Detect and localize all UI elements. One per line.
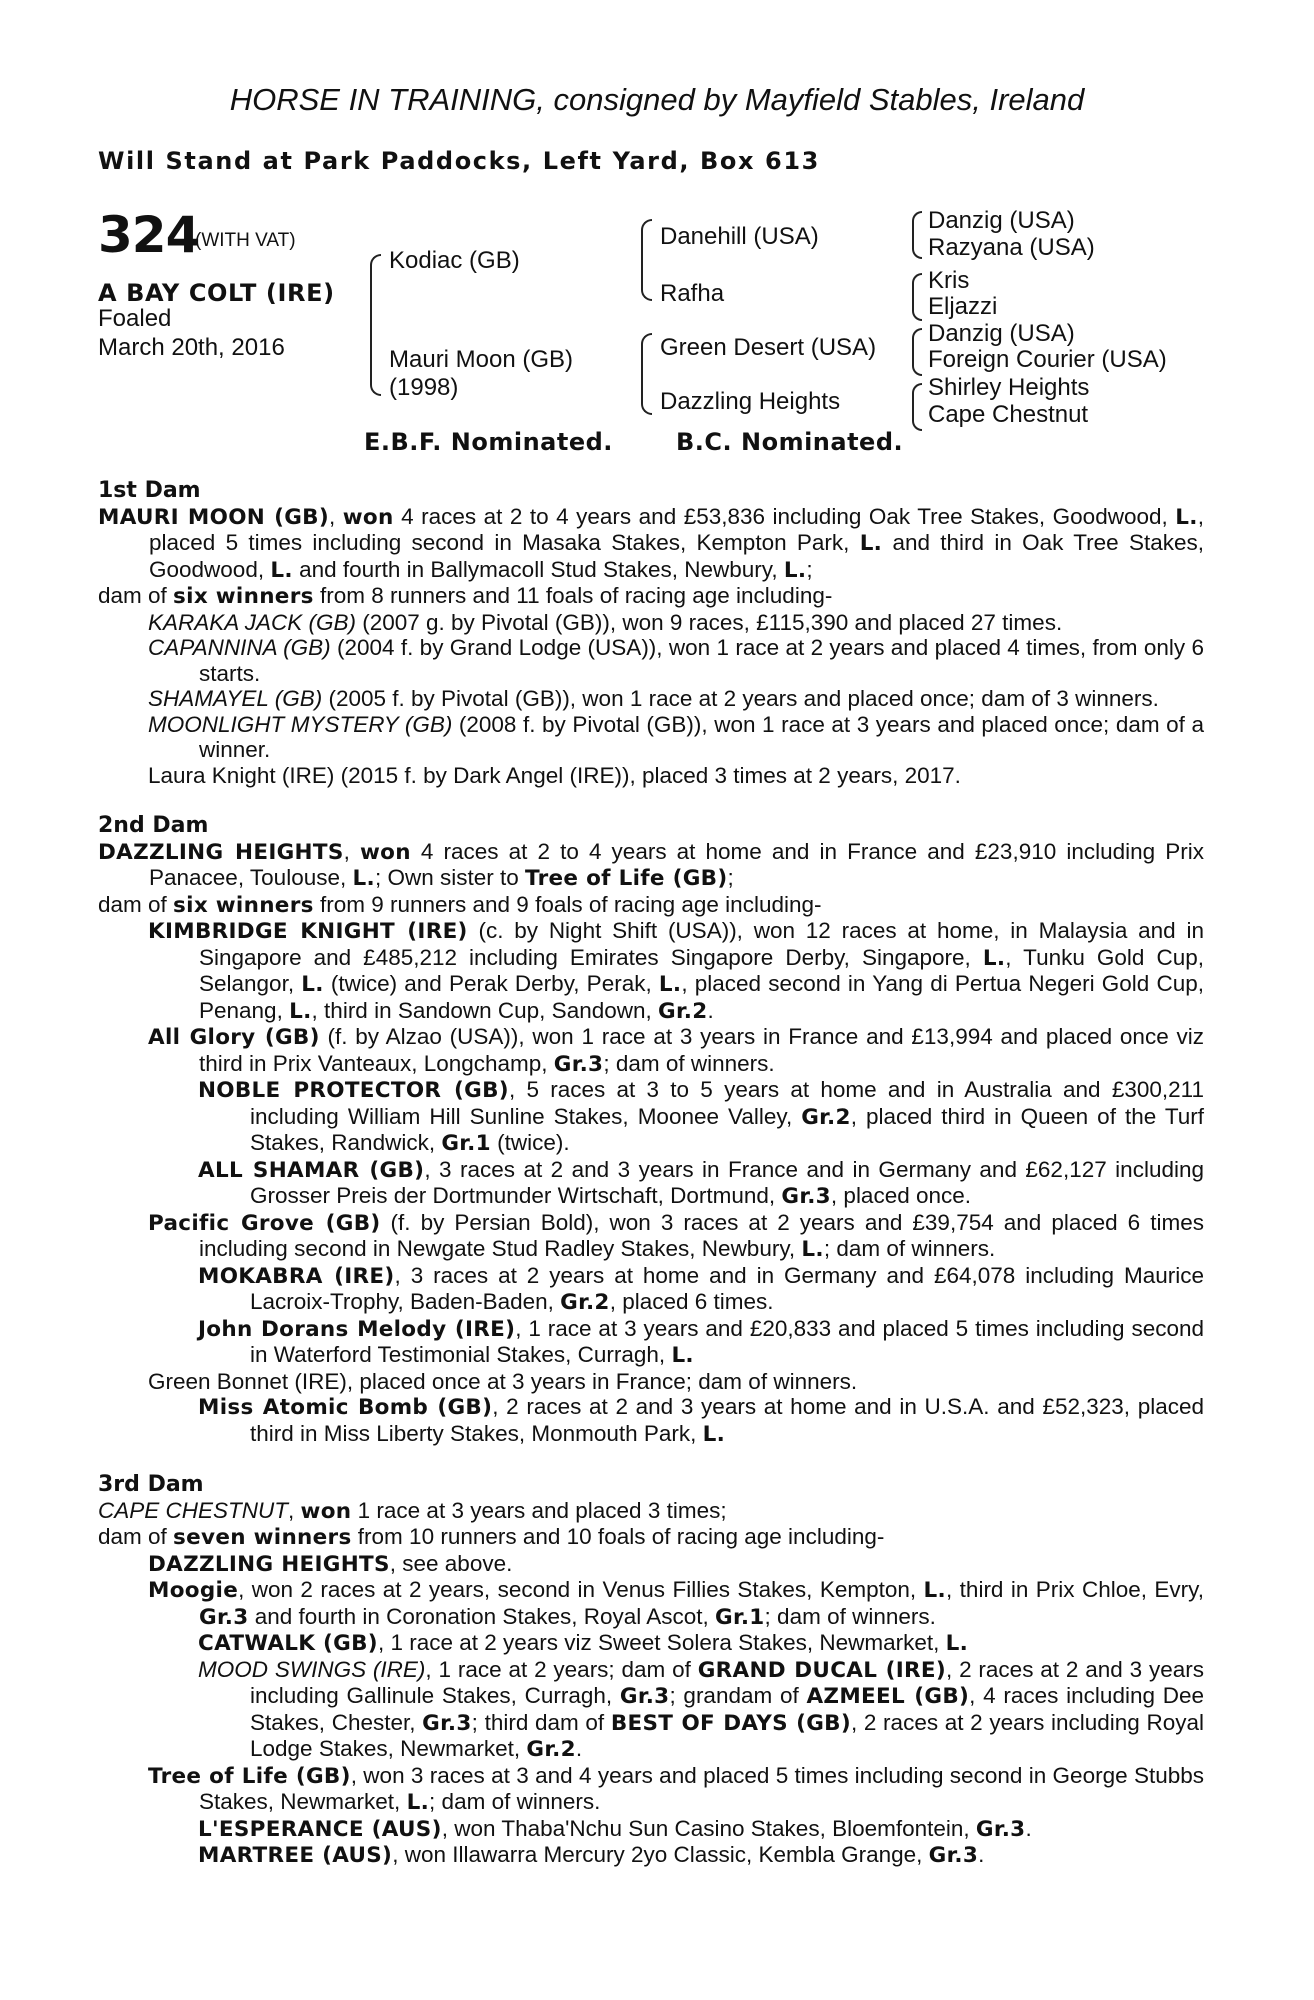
bold-text: six winners <box>173 584 314 609</box>
bold-text: CATWALK (GB) <box>198 1631 378 1656</box>
bold-text: Tree of Life (GB) <box>525 866 728 891</box>
bold-text: L. <box>406 1790 430 1815</box>
italic-text: MOONLIGHT MYSTERY (GB) <box>148 711 453 737</box>
pedigree-brace <box>641 333 652 415</box>
second-dam-section <box>98 813 1204 1447</box>
third-dam-section <box>98 1472 1204 1869</box>
grandsire-8: Cape Chestnut <box>928 401 1089 428</box>
bold-text: L. <box>702 1421 726 1447</box>
pedigree-brace <box>912 328 922 376</box>
bold-text: L. <box>801 1237 824 1262</box>
produce-record <box>98 478 1204 1869</box>
grandsire-1: Danzig (USA) <box>928 207 1075 234</box>
bc-nomination: B.C. Nominated. <box>676 428 904 456</box>
lot-number: 324 <box>98 206 200 264</box>
bold-text: Gr.3 <box>975 1816 1026 1842</box>
bold-text: Tree of Life (GB) <box>148 1763 351 1789</box>
dam-summary: MAURI MOON (GB), won 4 races at 2 to 4 years and £53,836 including Oak Tree Stakes, Goodwood, L., placed 5 times including second in Masaka Stakes, Kempton Park, L. and third in Oak Tree Stakes, Goodwood, L. and fourth in Ballymacoll Stud Stakes, Newbury, L.; <box>98 503 1205 583</box>
grandsire-6: Foreign Courier (USA) <box>928 346 1167 373</box>
dam-dam: Dazzling Heights <box>660 388 841 415</box>
produce-entry: MOKABRA (IRE), 3 races at 2 years at home and in Germany and £64,078 including Maurice Lacroix-Trophy, Baden-Baden, Gr.2, placed 6 times. <box>198 1262 1204 1315</box>
bold-text: Gr.2 <box>526 1737 576 1762</box>
bold-text: Gr.1 <box>715 1604 765 1630</box>
bold-text: six winners <box>173 892 314 918</box>
bold-text: won <box>359 839 411 865</box>
produce-entry: Tree of Life (GB), won 3 races at 3 and 4 years and placed 5 times including second in George Stubbs Stakes, Newmarket, L.; dam of winners. <box>148 1762 1204 1815</box>
pedigree-brace <box>912 211 922 259</box>
grandsire-4: Eljazzi <box>928 293 998 320</box>
pedigree-brace <box>370 254 381 396</box>
sire-sire: Danehill (USA) <box>660 223 819 250</box>
bold-text: KIMBRIDGE KNIGHT (IRE) <box>148 919 468 944</box>
bold-text: L. <box>859 531 883 556</box>
section-heading: 1st Dam <box>98 478 201 503</box>
produce-entry: MOONLIGHT MYSTERY (GB) (2008 f. by Pivotal (GB)), won 1 race at 3 years and placed once; dam of a winner. <box>148 711 1204 762</box>
bold-text: Gr.2 <box>801 1104 851 1130</box>
produce-entry: L'ESPERANCE (AUS), won Thaba'Nchu Sun Casino Stakes, Bloemfontein, Gr.3. <box>198 1815 1032 1842</box>
dam-summary: DAZZLING HEIGHTS, won 4 races at 2 to 4 years at home and in France and £23,910 including Prix Panacee, Toulouse, L.; Own sister to Tree of Life (GB); <box>98 838 1204 891</box>
bold-text: ALL SHAMAR (GB) <box>198 1157 425 1183</box>
bold-text: DAZZLING HEIGHTS <box>98 839 344 865</box>
bold-text: L. <box>923 1578 947 1603</box>
bold-text: L. <box>658 972 682 997</box>
bold-text: won <box>342 504 394 530</box>
bold-text: L. <box>1175 504 1198 530</box>
produce-entry: CATWALK (GB), 1 race at 2 years viz Sweet Solera Stakes, Newmarket, L. <box>198 1630 969 1656</box>
sire-dam: Rafha <box>660 280 725 307</box>
dam-of-line: dam of six winners from 8 runners and 11 foals of racing age including- <box>98 583 833 609</box>
bold-text: Gr.3 <box>619 1684 670 1709</box>
bold-text: L. <box>783 557 807 583</box>
foaled-date: March 20th, 2016 <box>98 334 285 361</box>
bold-text: L. <box>301 972 324 997</box>
produce-entry: All Glory (GB) (f. by Alzao (USA)), won 1 race at 3 years in France and £13,994 and placed once viz third in Prix Vanteaux, Longchamp, Gr.3; dam of winners. <box>148 1024 1204 1077</box>
grandsire-5: Danzig (USA) <box>928 320 1075 347</box>
bold-text: Miss Atomic Bomb (GB) <box>198 1395 493 1420</box>
produce-entry: Moogie, won 2 races at 2 years, second in Venus Fillies Stakes, Kempton, L., third in Prix Chloe, Evry, Gr.3 and fourth in Coronation Stakes, Royal Ascot, Gr.1; dam of winners. <box>148 1577 1204 1630</box>
bold-text: Gr.3 <box>422 1710 472 1736</box>
produce-entry: KIMBRIDGE KNIGHT (IRE) (c. by Night Shift (USA)), won 12 races at home, in Malaysia and in Singapore and £485,212 including Emirates Singapore Derby, Singapore, L., Tunku Gold Cup, Selangor, L. (twice) and Perak Derby, Perak, L., placed second in Yang di Pertua Negeri Gold Cup, Penang, L., third in Sandown Cup, Sandown, Gr.2. <box>148 918 1205 1024</box>
bold-text: MARTREE (AUS) <box>198 1843 393 1868</box>
produce-entry: MOOD SWINGS (IRE), 1 race at 2 years; dam of GRAND DUCAL (IRE), 2 races at 2 and 3 years including Gallinule Stakes, Curragh, Gr.3; grandam of AZMEEL (GB), 4 races including Dee Stakes, Chester, Gr.3; third dam of BEST OF DAYS (GB), 2 races at 2 years including Royal Lodge Stakes, Newmarket, Gr.2. <box>198 1656 1204 1762</box>
grandsire-2: Razyana (USA) <box>928 234 1095 261</box>
produce-list <box>98 610 1204 789</box>
pedigree-brace <box>912 383 922 431</box>
grandsire-7: Shirley Heights <box>928 374 1090 401</box>
dam-of-line: dam of six winners from 9 runners and 9 foals of racing age including- <box>98 891 822 918</box>
catalogue-title: HORSE IN TRAINING, consigned by Mayfield Stables, Ireland <box>229 82 1085 117</box>
produce-entry: Pacific Grove (GB) (f. by Persian Bold), won 3 races at 2 years and £39,754 and placed 6 times including second in Newgate Stud Radley Stakes, Newbury, L.; dam of winners. <box>148 1209 1204 1262</box>
produce-entry: Laura Knight (IRE) (2015 f. by Dark Angel (IRE)), placed 3 times at 2 years, 2017. <box>148 762 961 788</box>
produce-entry: John Dorans Melody (IRE), 1 race at 3 years and £20,833 and placed 5 times including second in Waterford Testimonial Stakes, Curragh, L. <box>198 1315 1204 1368</box>
bold-text: NOBLE PROTECTOR (GB) <box>198 1078 509 1103</box>
produce-entry: KARAKA JACK (GB) (2007 g. by Pivotal (GB)), won 9 races, £115,390 and placed 27 times. <box>148 609 1063 635</box>
dam-summary: CAPE CHESTNUT, won 1 race at 3 years and placed 3 times; <box>98 1497 727 1524</box>
bold-text: L. <box>289 998 312 1024</box>
bold-text: L. <box>982 945 1006 971</box>
bold-text: seven winners <box>173 1525 352 1550</box>
dam-sire: Green Desert (USA) <box>660 334 877 361</box>
produce-entry: SHAMAYEL (GB) (2005 f. by Pivotal (GB)), won 1 race at 2 years and placed once; dam of 3 winners. <box>148 686 1159 711</box>
produce-entry: MARTREE (AUS), won Illawarra Mercury 2yo Classic, Kembla Grange, Gr.3. <box>198 1842 985 1868</box>
bold-text: L. <box>945 1631 969 1656</box>
vat-note: (WITH VAT) <box>195 230 296 251</box>
ebf-nomination: E.B.F. Nominated. <box>364 428 613 456</box>
bold-text: won <box>300 1498 352 1524</box>
bold-text: DAZZLING HEIGHTS <box>148 1551 390 1577</box>
section-heading: 2nd Dam <box>98 813 209 838</box>
italic-text: SHAMAYEL (GB) <box>148 686 323 711</box>
produce-entry: Miss Atomic Bomb (GB), 2 races at 2 and 3 years at home and in U.S.A. and £52,323, placed third in Miss Liberty Stakes, Monmouth Park, L. <box>198 1394 1204 1447</box>
horse-description: A BAY COLT (IRE) <box>98 279 335 307</box>
bold-text: John Dorans Melody (IRE) <box>198 1316 516 1342</box>
produce-list <box>98 918 1204 1447</box>
bold-text: MAURI MOON (GB) <box>98 504 329 530</box>
bold-text: MOKABRA (IRE) <box>198 1263 395 1289</box>
sire: Kodiac (GB) <box>389 247 520 274</box>
bold-text: Gr.2 <box>560 1290 610 1315</box>
bold-text: All Glory (GB) <box>148 1025 320 1050</box>
stand-location: Will Stand at Park Paddocks, Left Yard, Box 613 <box>98 147 820 175</box>
bold-text: GRAND DUCAL (IRE) <box>697 1657 946 1683</box>
bold-text: L. <box>352 866 375 891</box>
produce-list <box>98 1551 1204 1869</box>
produce-entry: CAPANNINA (GB) (2004 f. by Grand Lodge (USA)), won 1 race at 2 years and placed 4 times, from only 6 starts. <box>148 635 1204 686</box>
produce-entry: NOBLE PROTECTOR (GB), 5 races at 3 to 5 years at home and in Australia and £300,211 including William Hill Sunline Stakes, Moonee Valley, Gr.2, placed third in Queen of the Turf Stakes, Randwick, Gr.1 (twice). <box>198 1077 1204 1156</box>
bold-text: L. <box>270 557 293 583</box>
bold-text: Pacific Grove (GB) <box>148 1210 381 1236</box>
dam: Mauri Moon (GB) <box>389 346 574 373</box>
bold-text: Gr.3 <box>928 1843 979 1868</box>
first-dam-section <box>98 478 1204 788</box>
italic-text: KARAKA JACK (GB) <box>148 609 356 635</box>
italic-text: CAPE CHESTNUT <box>98 1497 289 1523</box>
bold-text: L'ESPERANCE (AUS) <box>198 1816 442 1842</box>
dam-year: (1998) <box>389 374 459 401</box>
produce-entry: ALL SHAMAR (GB), 3 races at 2 and 3 years in France and in Germany and £62,127 including Grosser Preis der Dortmunder Wirtschaft, Dortmund, Gr.3, placed once. <box>198 1156 1204 1209</box>
dam-of-line: dam of seven winners from 10 runners and 10 foals of racing age including- <box>98 1524 885 1550</box>
italic-text: MOOD SWINGS (IRE) <box>198 1656 426 1682</box>
pedigree-brace <box>641 219 652 301</box>
bold-text: AZMEEL (GB) <box>806 1684 970 1709</box>
italic-text: CAPANNINA (GB) <box>148 635 331 660</box>
pedigree-brace <box>912 273 922 321</box>
bold-text: Gr.3 <box>553 1051 604 1077</box>
produce-entry: Green Bonnet (IRE), placed once at 3 years in France; dam of winners. <box>148 1368 858 1394</box>
section-heading: 3rd Dam <box>98 1472 204 1497</box>
bold-text: Gr.2 <box>658 998 708 1024</box>
bold-text: Moogie <box>148 1578 239 1603</box>
bold-text: BEST OF DAYS (GB) <box>610 1710 851 1736</box>
bold-text: Gr.3 <box>199 1604 249 1630</box>
bold-text: Gr.1 <box>441 1131 491 1156</box>
bold-text: Gr.3 <box>781 1184 831 1209</box>
bold-text: L. <box>671 1343 694 1368</box>
produce-entry: DAZZLING HEIGHTS, see above. <box>148 1550 513 1577</box>
foaled-label: Foaled <box>98 305 172 332</box>
grandsire-3: Kris <box>928 267 970 294</box>
